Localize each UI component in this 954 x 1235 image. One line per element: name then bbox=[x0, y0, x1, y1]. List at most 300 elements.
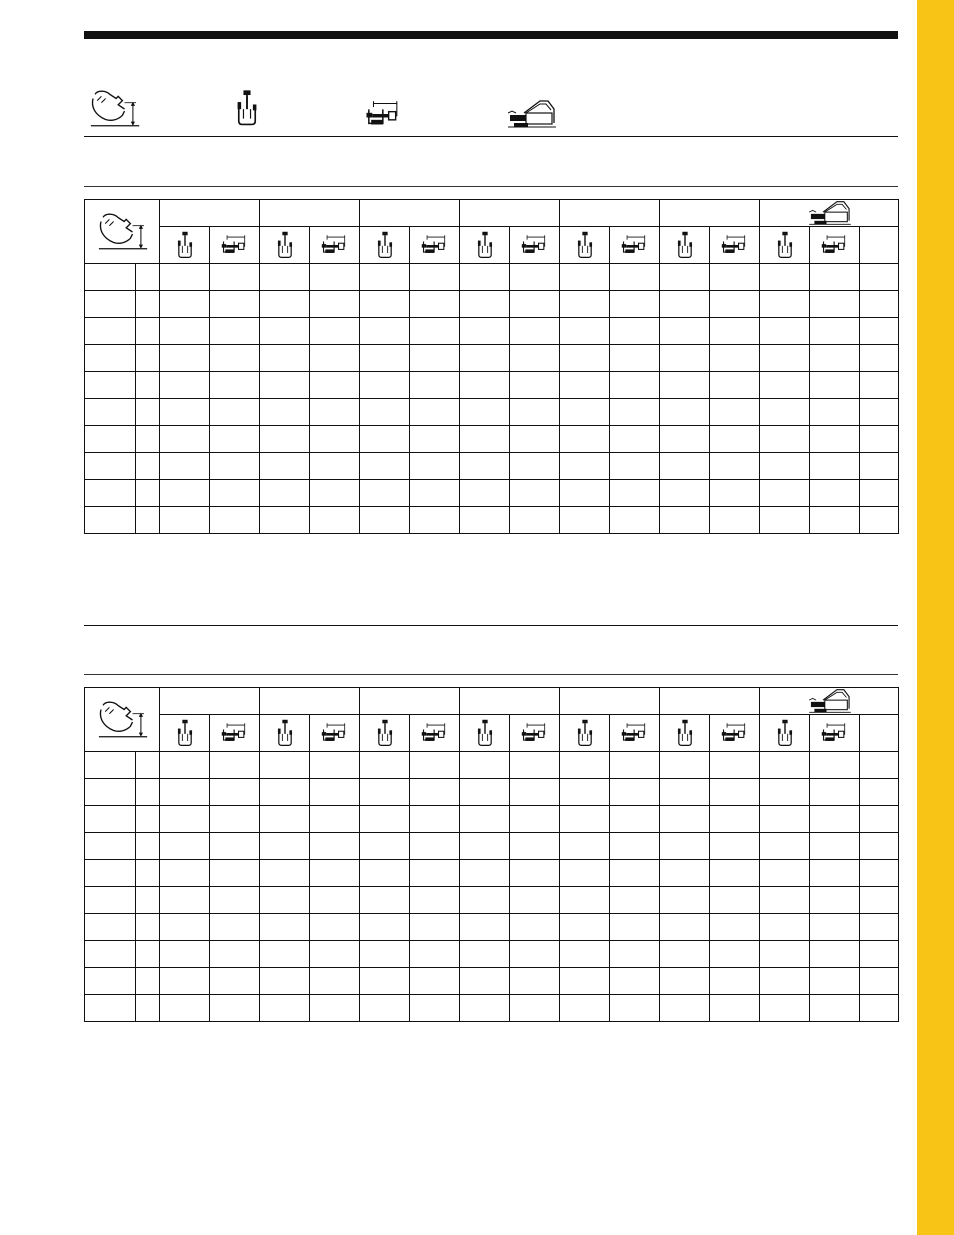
side-capacity-icon bbox=[320, 722, 350, 744]
capacity-cell bbox=[460, 264, 510, 291]
unit-cell bbox=[136, 779, 160, 806]
capacity-cell bbox=[410, 779, 460, 806]
capacity-cell bbox=[260, 806, 310, 833]
capacity-cell bbox=[410, 372, 460, 399]
capacity-cell bbox=[160, 318, 210, 345]
height-cell bbox=[85, 264, 136, 291]
capacity-cell bbox=[660, 995, 710, 1022]
capacity-cell bbox=[660, 860, 710, 887]
capacity-cell bbox=[160, 914, 210, 941]
capacity-cell bbox=[160, 291, 210, 318]
capacity-cell bbox=[160, 372, 210, 399]
capacity-cell bbox=[260, 914, 310, 941]
capacity-cell bbox=[460, 372, 510, 399]
capacity-cell bbox=[210, 806, 260, 833]
capacity-cell bbox=[610, 806, 660, 833]
capacity-cell bbox=[760, 345, 810, 372]
bucket-height-icon bbox=[94, 211, 150, 253]
front-capacity-icon bbox=[175, 230, 195, 260]
capacity-cell bbox=[310, 914, 360, 941]
capacity-cell bbox=[160, 752, 210, 779]
capacity-cell bbox=[810, 372, 860, 399]
capacity-cell bbox=[210, 480, 260, 507]
side-capacity-header bbox=[310, 715, 360, 752]
capacity-cell bbox=[660, 507, 710, 534]
capacity-cell bbox=[410, 968, 460, 995]
table-row bbox=[85, 453, 899, 480]
unit-cell bbox=[136, 860, 160, 887]
capacity-cell bbox=[360, 453, 410, 480]
side-capacity-icon bbox=[220, 234, 250, 256]
table-row bbox=[85, 941, 899, 968]
side-capacity-header bbox=[410, 227, 460, 264]
side-capacity-icon bbox=[420, 234, 450, 256]
reach-cell bbox=[860, 779, 899, 806]
capacity-cell bbox=[210, 914, 260, 941]
front-capacity-header bbox=[160, 715, 210, 752]
capacity-cell bbox=[260, 480, 310, 507]
capacity-cell bbox=[360, 752, 410, 779]
capacity-cell bbox=[210, 860, 260, 887]
capacity-cell bbox=[310, 968, 360, 995]
capacity-cell bbox=[710, 752, 760, 779]
capacity-cell bbox=[560, 264, 610, 291]
table-row bbox=[85, 779, 899, 806]
capacity-cell bbox=[760, 860, 810, 887]
front-capacity-header bbox=[260, 227, 310, 264]
capacity-cell bbox=[710, 995, 760, 1022]
capacity-cell bbox=[210, 968, 260, 995]
height-cell bbox=[85, 480, 136, 507]
front-capacity-icon bbox=[275, 718, 295, 748]
capacity-cell bbox=[760, 426, 810, 453]
front-capacity-header bbox=[660, 227, 710, 264]
reach-cell bbox=[860, 480, 899, 507]
capacity-cell bbox=[310, 399, 360, 426]
capacity-cell bbox=[160, 779, 210, 806]
capacity-cell bbox=[510, 941, 560, 968]
table-row bbox=[85, 995, 899, 1022]
capacity-cell bbox=[460, 507, 510, 534]
reach-header bbox=[660, 688, 760, 715]
side-capacity-icon bbox=[820, 234, 850, 256]
height-cell bbox=[85, 833, 136, 860]
capacity-cell bbox=[610, 887, 660, 914]
capacity-cell bbox=[510, 752, 560, 779]
capacity-cell bbox=[760, 291, 810, 318]
capacity-cell bbox=[560, 752, 610, 779]
capacity-cell bbox=[360, 914, 410, 941]
capacity-cell bbox=[710, 318, 760, 345]
capacity-cell bbox=[810, 779, 860, 806]
capacity-cell bbox=[660, 887, 710, 914]
reach-header bbox=[460, 200, 560, 227]
side-capacity-icon bbox=[220, 722, 250, 744]
front-capacity-icon bbox=[775, 718, 795, 748]
capacity-cell bbox=[810, 291, 860, 318]
side-capacity-header bbox=[810, 715, 860, 752]
capacity-cell bbox=[460, 995, 510, 1022]
reach-cell bbox=[860, 860, 899, 887]
reach-cell bbox=[860, 752, 899, 779]
side-capacity-header bbox=[610, 715, 660, 752]
capacity-cell bbox=[610, 914, 660, 941]
capacity-cell bbox=[360, 833, 410, 860]
side-capacity-icon bbox=[520, 722, 550, 744]
capacity-cell bbox=[410, 860, 460, 887]
capacity-cell bbox=[260, 779, 310, 806]
capacity-cell bbox=[410, 833, 460, 860]
capacity-cell bbox=[310, 833, 360, 860]
capacity-cell bbox=[710, 833, 760, 860]
capacity-cell bbox=[660, 968, 710, 995]
capacity-cell bbox=[710, 941, 760, 968]
table-row bbox=[85, 887, 899, 914]
capacity-cell bbox=[760, 968, 810, 995]
unit-cell bbox=[136, 426, 160, 453]
capacity-cell bbox=[310, 291, 360, 318]
capacity-cell bbox=[510, 833, 560, 860]
capacity-cell bbox=[160, 345, 210, 372]
capacity-cell bbox=[410, 914, 460, 941]
side-capacity-header bbox=[510, 227, 560, 264]
unit-cell bbox=[136, 453, 160, 480]
capacity-cell bbox=[710, 779, 760, 806]
capacity-cell bbox=[160, 968, 210, 995]
front-capacity-header bbox=[460, 715, 510, 752]
capacity-cell bbox=[410, 426, 460, 453]
capacity-cell bbox=[210, 426, 260, 453]
capacity-cell bbox=[560, 480, 610, 507]
capacity-cell bbox=[260, 860, 310, 887]
capacity-cell bbox=[710, 372, 760, 399]
capacity-cell bbox=[360, 399, 410, 426]
capacity-cell bbox=[610, 318, 660, 345]
section-rule-upper bbox=[84, 186, 898, 187]
capacity-cell bbox=[760, 941, 810, 968]
capacity-cell bbox=[460, 779, 510, 806]
capacity-cell bbox=[260, 318, 310, 345]
reach-cell bbox=[860, 426, 899, 453]
capacity-cell bbox=[710, 507, 760, 534]
capacity-cell bbox=[760, 480, 810, 507]
capacity-cell bbox=[660, 399, 710, 426]
capacity-cell bbox=[610, 291, 660, 318]
capacity-cell bbox=[810, 887, 860, 914]
side-capacity-header bbox=[410, 715, 460, 752]
reach-header bbox=[260, 688, 360, 715]
height-cell bbox=[85, 995, 136, 1022]
capacity-cell bbox=[660, 941, 710, 968]
height-cell bbox=[85, 453, 136, 480]
capacity-cell bbox=[160, 480, 210, 507]
capacity-cell bbox=[360, 372, 410, 399]
capacity-cell bbox=[610, 453, 660, 480]
capacity-cell bbox=[160, 860, 210, 887]
front-capacity-icon bbox=[275, 230, 295, 260]
capacity-cell bbox=[460, 806, 510, 833]
front-capacity-icon bbox=[375, 718, 395, 748]
table-row bbox=[85, 806, 899, 833]
height-cell bbox=[85, 914, 136, 941]
legend bbox=[84, 88, 898, 134]
side-capacity-icon bbox=[720, 234, 750, 256]
height-cell bbox=[85, 318, 136, 345]
height-cell bbox=[85, 968, 136, 995]
bucket-height-header bbox=[85, 688, 160, 752]
front-capacity-icon bbox=[175, 718, 195, 748]
side-capacity-icon bbox=[620, 722, 650, 744]
unit-cell bbox=[136, 752, 160, 779]
capacity-cell bbox=[760, 372, 810, 399]
side-capacity-header bbox=[710, 227, 760, 264]
capacity-cell bbox=[310, 264, 360, 291]
capacity-cell bbox=[510, 291, 560, 318]
reach-cell bbox=[860, 399, 899, 426]
capacity-cell bbox=[560, 345, 610, 372]
reach-header bbox=[160, 200, 260, 227]
front-capacity-icon bbox=[775, 230, 795, 260]
capacity-cell bbox=[560, 426, 610, 453]
capacity-cell bbox=[310, 752, 360, 779]
capacity-cell bbox=[760, 887, 810, 914]
unit-cell bbox=[136, 480, 160, 507]
capacity-cell bbox=[360, 345, 410, 372]
section-rule-lower bbox=[84, 674, 898, 675]
capacity-cell bbox=[660, 264, 710, 291]
capacity-cell bbox=[610, 752, 660, 779]
capacity-cell bbox=[160, 995, 210, 1022]
side-capacity-header bbox=[210, 715, 260, 752]
side-capacity-header bbox=[210, 227, 260, 264]
reach-header bbox=[360, 200, 460, 227]
capacity-cell bbox=[310, 453, 360, 480]
capacity-cell bbox=[310, 507, 360, 534]
capacity-cell bbox=[460, 887, 510, 914]
table-row bbox=[85, 914, 899, 941]
unit-cell bbox=[136, 345, 160, 372]
capacity-cell bbox=[310, 372, 360, 399]
capacity-cell bbox=[310, 887, 360, 914]
capacity-cell bbox=[360, 968, 410, 995]
reach-header bbox=[460, 688, 560, 715]
front-capacity-icon bbox=[475, 718, 495, 748]
reach-header bbox=[360, 688, 460, 715]
capacity-cell bbox=[610, 372, 660, 399]
capacity-cell bbox=[310, 941, 360, 968]
capacity-cell bbox=[160, 399, 210, 426]
capacity-cell bbox=[410, 291, 460, 318]
capacity-cell bbox=[560, 995, 610, 1022]
capacity-cell bbox=[810, 833, 860, 860]
capacity-cell bbox=[210, 752, 260, 779]
capacity-cell bbox=[810, 264, 860, 291]
capacity-cell bbox=[410, 345, 460, 372]
side-capacity-icon bbox=[320, 234, 350, 256]
capacity-cell bbox=[560, 779, 610, 806]
capacity-cell bbox=[460, 968, 510, 995]
capacity-cell bbox=[410, 995, 460, 1022]
capacity-cell bbox=[610, 507, 660, 534]
front-capacity-header bbox=[260, 715, 310, 752]
side-capacity-icon bbox=[820, 722, 850, 744]
capacity-cell bbox=[510, 399, 560, 426]
capacity-cell bbox=[660, 914, 710, 941]
capacity-cell bbox=[510, 968, 560, 995]
front-capacity-header bbox=[560, 227, 610, 264]
reach-header bbox=[260, 200, 360, 227]
capacity-cell bbox=[510, 480, 560, 507]
unit-cell bbox=[136, 372, 160, 399]
side-capacity-icon bbox=[720, 722, 750, 744]
capacity-cell bbox=[560, 914, 610, 941]
excavator-reach-icon bbox=[806, 688, 854, 714]
unit-cell bbox=[136, 941, 160, 968]
side-capacity-header bbox=[510, 715, 560, 752]
capacity-cell bbox=[760, 779, 810, 806]
capacity-cell bbox=[260, 372, 310, 399]
capacity-cell bbox=[560, 399, 610, 426]
capacity-cell bbox=[410, 480, 460, 507]
height-cell bbox=[85, 941, 136, 968]
height-cell bbox=[85, 860, 136, 887]
capacity-cell bbox=[810, 345, 860, 372]
capacity-cell bbox=[460, 399, 510, 426]
capacity-cell bbox=[210, 507, 260, 534]
capacity-cell bbox=[160, 426, 210, 453]
capacity-cell bbox=[660, 453, 710, 480]
table-row bbox=[85, 318, 899, 345]
capacity-cell bbox=[610, 860, 660, 887]
reach-header bbox=[160, 688, 260, 715]
unit-cell bbox=[136, 995, 160, 1022]
capacity-cell bbox=[610, 833, 660, 860]
capacity-cell bbox=[560, 887, 610, 914]
capacity-cell bbox=[310, 995, 360, 1022]
table-row bbox=[85, 264, 899, 291]
capacity-cell bbox=[260, 968, 310, 995]
reach-value-header bbox=[860, 715, 899, 752]
capacity-cell bbox=[760, 507, 810, 534]
capacity-cell bbox=[760, 752, 810, 779]
capacity-cell bbox=[610, 399, 660, 426]
capacity-cell bbox=[410, 264, 460, 291]
table-row bbox=[85, 507, 899, 534]
capacity-cell bbox=[210, 833, 260, 860]
table-row bbox=[85, 345, 899, 372]
front-capacity-icon bbox=[675, 230, 695, 260]
capacity-cell bbox=[460, 860, 510, 887]
capacity-cell bbox=[660, 372, 710, 399]
height-cell bbox=[85, 426, 136, 453]
unit-cell bbox=[136, 806, 160, 833]
front-capacity-header bbox=[360, 227, 410, 264]
capacity-cell bbox=[310, 318, 360, 345]
capacity-cell bbox=[360, 318, 410, 345]
capacity-cell bbox=[460, 833, 510, 860]
side-capacity-header bbox=[810, 227, 860, 264]
side-capacity-icon bbox=[420, 722, 450, 744]
max-reach-header bbox=[760, 688, 899, 715]
capacity-cell bbox=[510, 914, 560, 941]
front-capacity-header bbox=[360, 715, 410, 752]
capacity-cell bbox=[510, 779, 560, 806]
capacity-cell bbox=[560, 968, 610, 995]
capacity-cell bbox=[610, 995, 660, 1022]
unit-cell bbox=[136, 968, 160, 995]
capacity-cell bbox=[260, 833, 310, 860]
capacity-cell bbox=[210, 318, 260, 345]
capacity-cell bbox=[810, 806, 860, 833]
capacity-cell bbox=[160, 941, 210, 968]
unit-cell bbox=[136, 399, 160, 426]
capacity-cell bbox=[510, 372, 560, 399]
reach-cell bbox=[860, 995, 899, 1022]
reach-cell bbox=[860, 318, 899, 345]
unit-cell bbox=[136, 264, 160, 291]
capacity-cell bbox=[510, 995, 560, 1022]
legend-rule bbox=[84, 136, 898, 137]
reach-cell bbox=[860, 833, 899, 860]
unit-cell bbox=[136, 887, 160, 914]
capacity-cell bbox=[810, 860, 860, 887]
capacity-cell bbox=[560, 318, 610, 345]
capacity-cell bbox=[360, 426, 410, 453]
capacity-cell bbox=[360, 860, 410, 887]
capacity-cell bbox=[560, 507, 610, 534]
capacity-cell bbox=[810, 480, 860, 507]
load-chart-lower bbox=[84, 687, 899, 1022]
capacity-cell bbox=[460, 752, 510, 779]
capacity-cell bbox=[560, 806, 610, 833]
front-capacity-header bbox=[660, 715, 710, 752]
front-capacity-header bbox=[760, 715, 810, 752]
capacity-cell bbox=[610, 779, 660, 806]
front-capacity-icon bbox=[575, 230, 595, 260]
table-row bbox=[85, 752, 899, 779]
side-capacity-header bbox=[610, 227, 660, 264]
capacity-cell bbox=[710, 860, 760, 887]
capacity-cell bbox=[760, 914, 810, 941]
reach-cell bbox=[860, 291, 899, 318]
capacity-cell bbox=[260, 264, 310, 291]
capacity-cell bbox=[310, 480, 360, 507]
capacity-cell bbox=[810, 752, 860, 779]
capacity-cell bbox=[710, 806, 760, 833]
capacity-cell bbox=[260, 426, 310, 453]
capacity-cell bbox=[410, 318, 460, 345]
height-cell bbox=[85, 399, 136, 426]
capacity-cell bbox=[360, 264, 410, 291]
capacity-cell bbox=[760, 995, 810, 1022]
capacity-cell bbox=[510, 507, 560, 534]
front-capacity-header bbox=[460, 227, 510, 264]
capacity-cell bbox=[410, 752, 460, 779]
capacity-cell bbox=[560, 291, 610, 318]
capacity-cell bbox=[810, 426, 860, 453]
capacity-cell bbox=[160, 264, 210, 291]
capacity-cell bbox=[210, 453, 260, 480]
bucket-height-icon bbox=[86, 88, 142, 134]
capacity-cell bbox=[710, 887, 760, 914]
capacity-cell bbox=[660, 318, 710, 345]
capacity-cell bbox=[710, 264, 760, 291]
capacity-cell bbox=[360, 779, 410, 806]
capacity-cell bbox=[360, 507, 410, 534]
capacity-cell bbox=[660, 426, 710, 453]
capacity-cell bbox=[760, 399, 810, 426]
capacity-cell bbox=[510, 453, 560, 480]
